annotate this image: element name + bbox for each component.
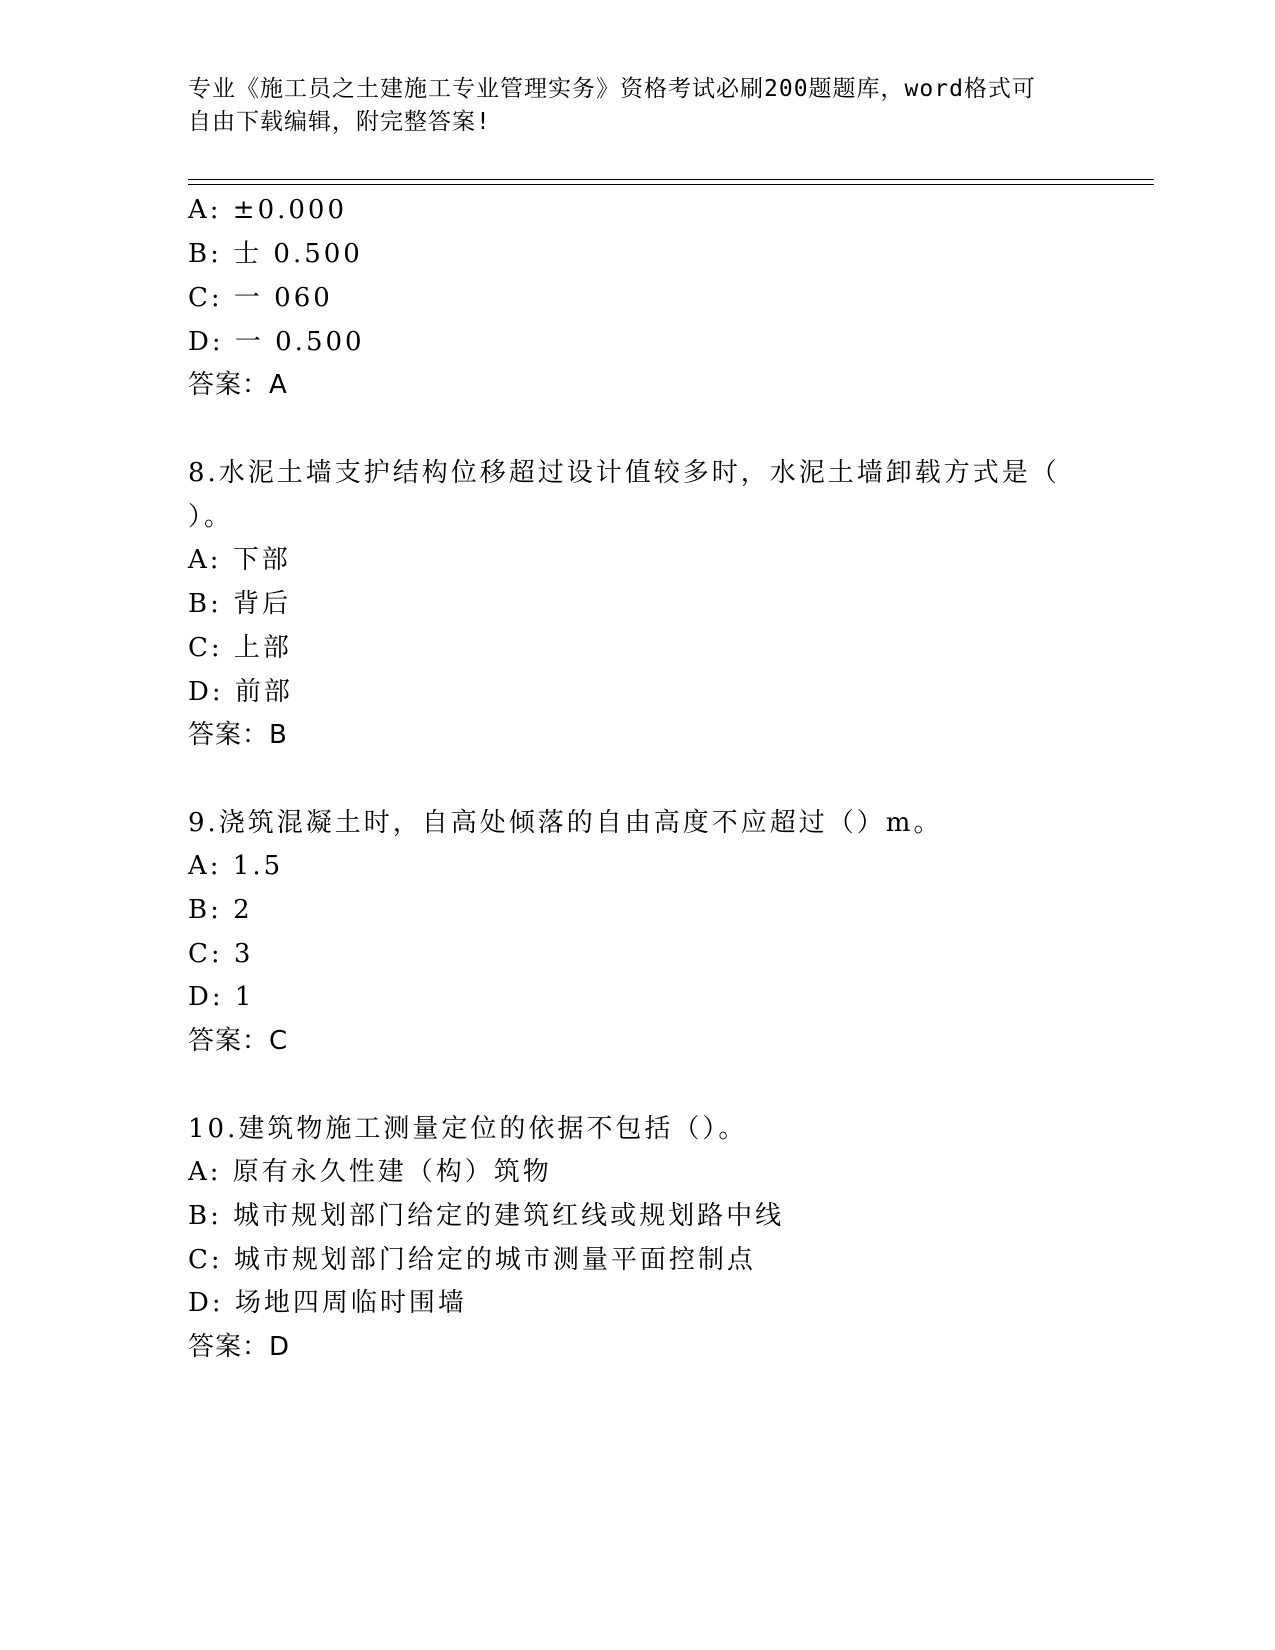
option-c: C: 城市规划部门给定的城市测量平面控制点	[188, 1245, 756, 1275]
answer-label: 答案：D	[188, 1332, 291, 1362]
document-header	[188, 73, 1088, 139]
option-d: D: 一 0.500	[188, 327, 365, 357]
option-c: C: 3	[188, 939, 254, 969]
header-line-1: 专业《施工员之土建施工专业管理实务》资格考试必刷200题题库，word格式可	[188, 76, 1036, 102]
option-a: A: ±0.000	[188, 195, 348, 225]
option-c: C: 一 060	[188, 283, 333, 313]
question-stem: 10.建筑物施工测量定位的依据不包括（）。	[188, 1114, 748, 1144]
question-stem: 8.水泥土墙支护结构位移超过设计值较多时，水泥土墙卸载方式是（	[188, 458, 1060, 488]
option-d: D: 1	[188, 982, 255, 1012]
option-b: B: 士 0.500	[188, 239, 363, 269]
option-b: B: 城市规划部门给定的建筑红线或规划路中线	[188, 1201, 785, 1231]
option-b: B: 背后	[188, 589, 292, 619]
answer-label: 答案：C	[188, 1026, 289, 1056]
answer-label: 答案：B	[188, 720, 288, 750]
question-stem: 9.浇筑混凝土时，自高处倾落的自由高度不应超过（）m。	[188, 808, 943, 838]
option-a: A: 原有永久性建（构）筑物	[188, 1157, 552, 1187]
header-line-2: 自由下载编辑，附完整答案!	[188, 109, 491, 135]
answer-label: 答案：A	[188, 370, 288, 400]
option-b: B: 2	[188, 895, 253, 925]
question-stem-continued: ）。	[188, 502, 234, 532]
option-a: A: 下部	[188, 545, 291, 575]
option-d: D: 场地四周临时围墙	[188, 1288, 467, 1318]
header-divider-bottom	[188, 184, 1154, 185]
option-d: D: 前部	[188, 677, 293, 707]
header-divider-top	[188, 179, 1154, 180]
option-c: C: 上部	[188, 633, 292, 663]
option-a: A: 1.5	[188, 851, 284, 881]
